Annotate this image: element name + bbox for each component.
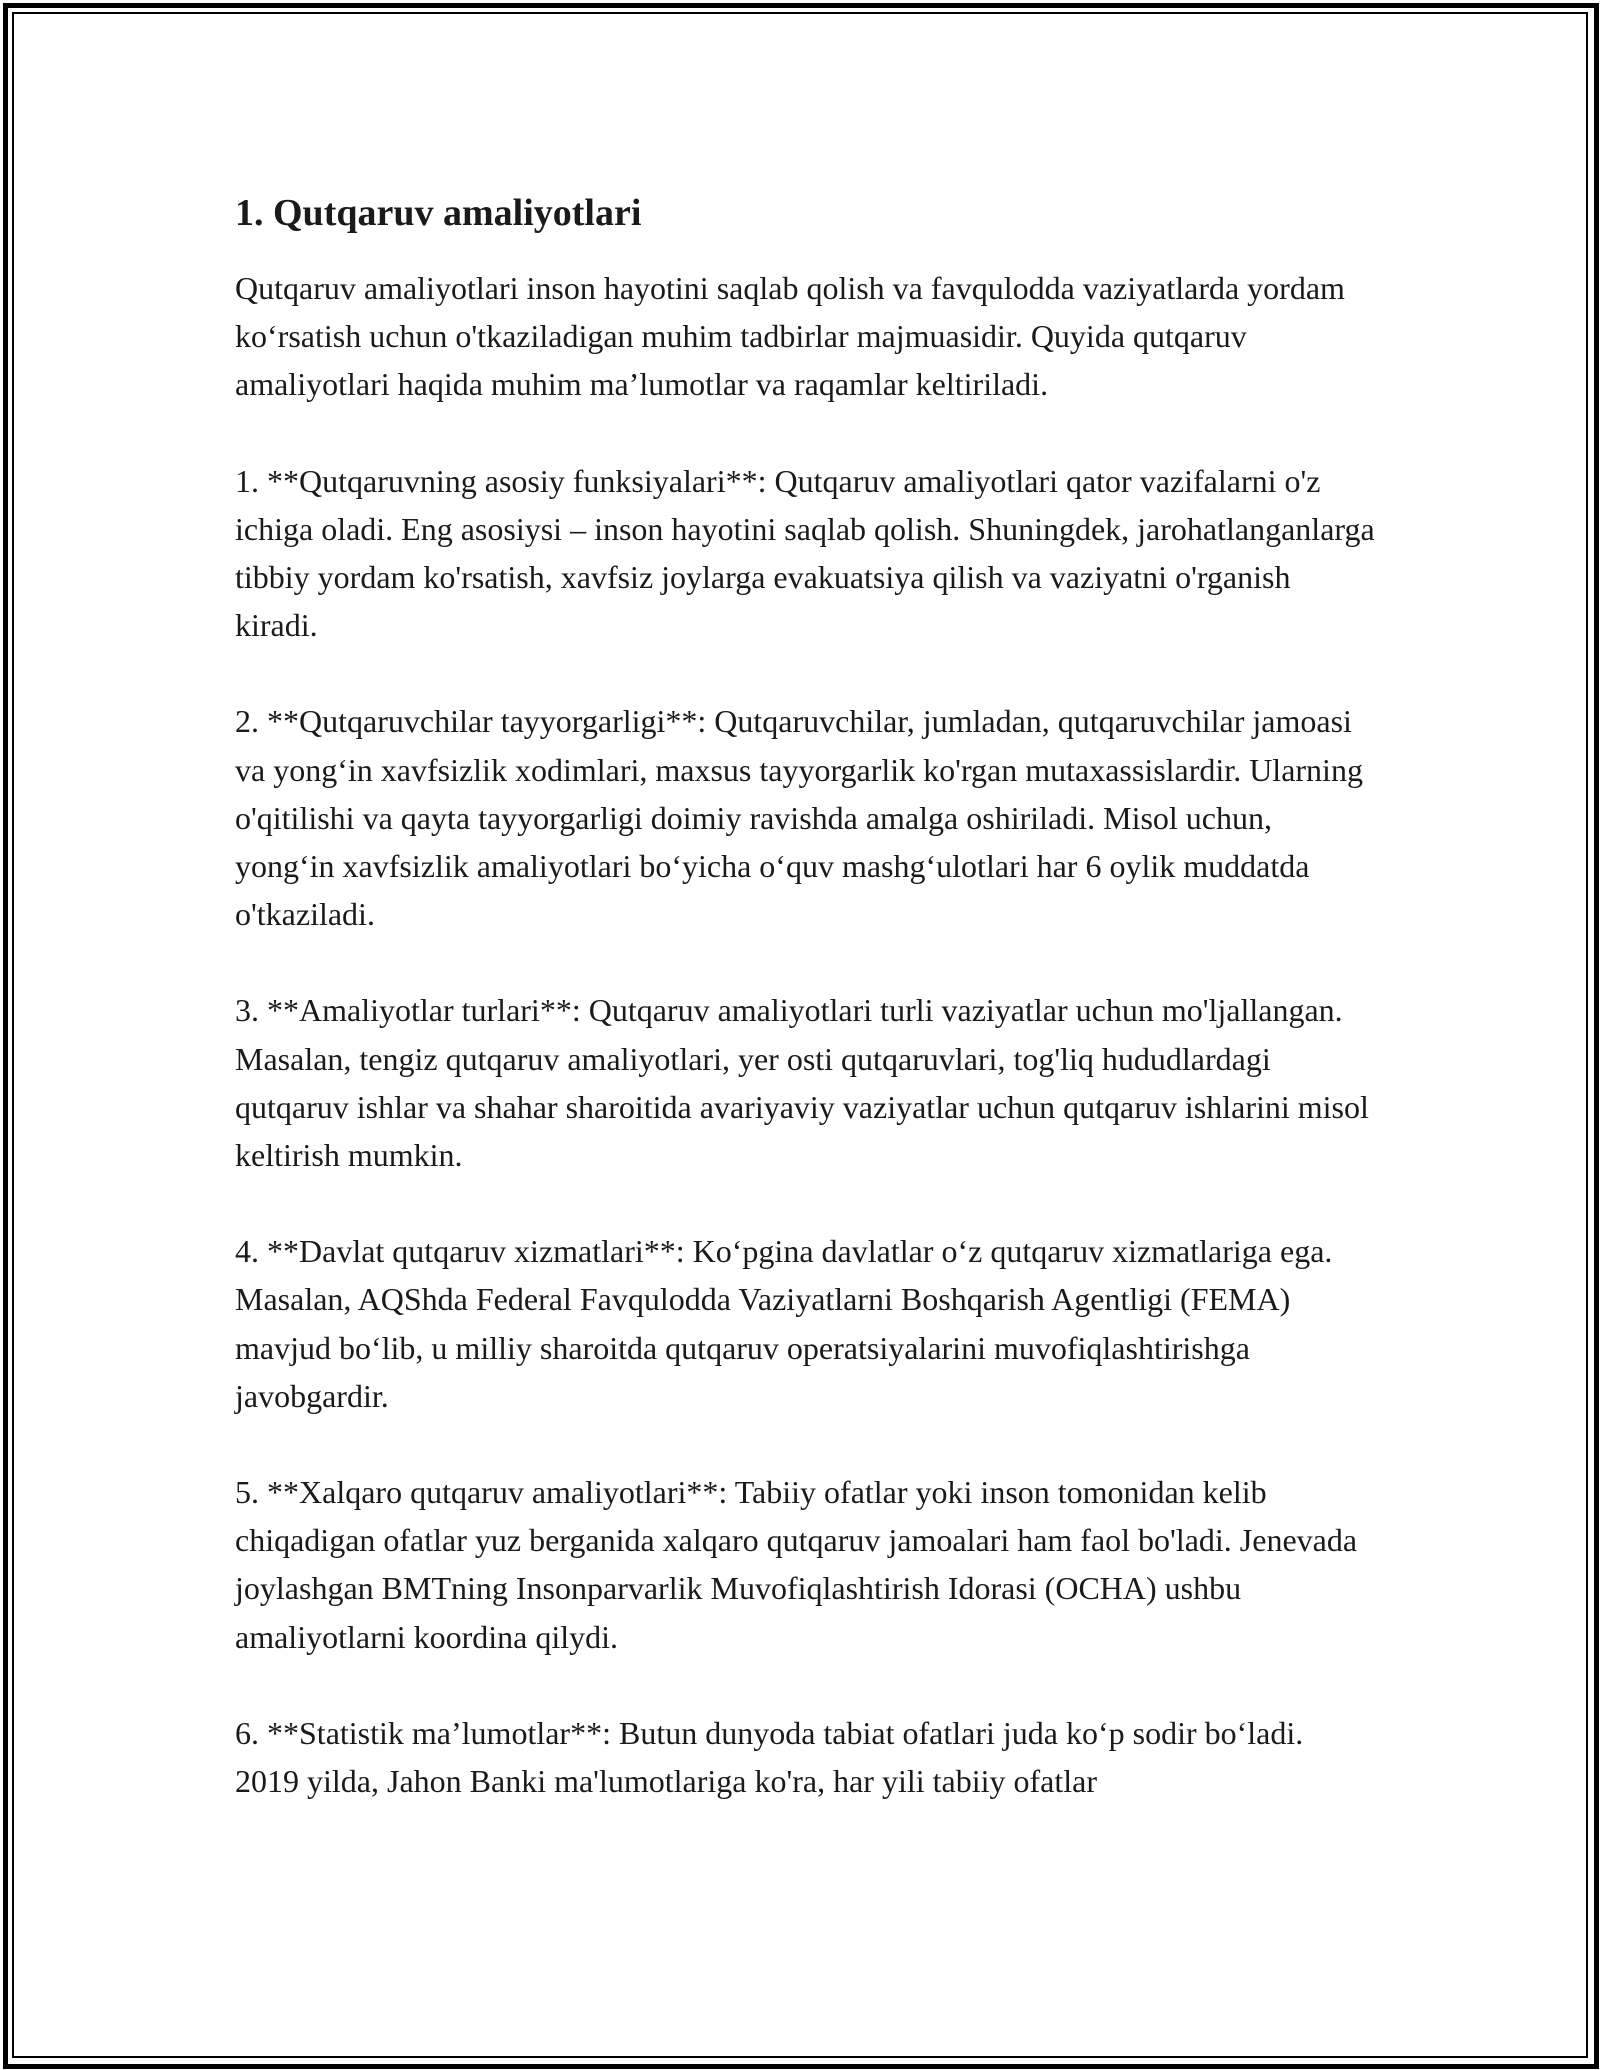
paragraph-statistics: 6. **Statistik ma’lumotlar**: Butun dunyoda tabiat ofatlari juda ko‘p sodir bo‘ladi. 2019 yilda, Jahon Banki ma'lumotlariga ko'ra, har yili tabiiy ofatlar — [235, 1714, 1304, 1800]
paragraph-state-services: 4. **Davlat qutqaruv xizmatlari**: Ko‘pgina davlatlar o‘z qutqaruv xizmatlariga ega. Masalan, AQShda Federal Favqulodda Vaziyatlarni Boshqarish Agentligi (FEMA) mavjud bo‘lib, u milliy sharoitda qutqaruv operatsiyalarini muvofiqlashtirishga javobgardir. — [235, 1233, 1333, 1414]
paragraph-training: 2. **Qutqaruvchilar tayyorgarligi**: Qutqaruvchilar, jumladan, qutqaruvchilar jamoasi va yong‘in xavfsizlik xodimlari, maxsus tayyorgarlik ko'rgan mutaxassislardir. Ularning o'qitilishi va qayta tayyorgarligi doimiy ravishda amalga oshiriladi. Misol uchun, yong‘in xavfsizlik amaliyotlari bo‘yicha o‘quv mashg‘ulotlari har 6 oylik muddatda o'tkaziladi. — [235, 703, 1363, 933]
paragraph-functions: 1. **Qutqaruvning asosiy funksiyalari**: Qutqaruv amaliyotlari qator vazifalarni o'z ichiga oladi. Eng asosiysi – inson hayotini saqlab qolish. Shuningdek, jarohatlanganlarga tibbiy yordam ko'rsatish, xavfsiz joylarga evakuatsiya qilish va vaziyatni o'rganish kiradi. — [235, 462, 1375, 644]
document-body — [235, 188, 1375, 1853]
section-heading: 1. Qutqaruv amaliyotlari — [235, 192, 642, 234]
paragraph-types: 3. **Amaliyotlar turlari**: Qutqaruv amaliyotlari turli vaziyatlar uchun mo'ljallangan. Masalan, tengiz qutqaruv amaliyotlari, yer osti qutqaruvlari, tog'liq hududlardagi qutqaruv ishlar va shahar sharoitida avariyaviy vaziyatlar uchun qutqaruv ishlarini misol keltirish mumkin. — [235, 992, 1369, 1174]
paragraph-international: 5. **Xalqaro qutqaruv amaliyotlari**: Tabiiy ofatlar yoki inson tomonidan kelib chiqadigan ofatlar yuz berganida xalqaro qutqaruv jamoalari ham faol bo'ladi. Jenevada joylashgan BMTning Insonparvarlik Muvofiqlashtirish Idorasi (OCHA) ushbu amaliyotlarni koordina qilydi. — [235, 1474, 1358, 1655]
intro-paragraph: Qutqaruv amaliyotlari inson hayotini saqlab qolish va favqulodda vaziyatlarda yordam ko‘rsatish uchun o'tkaziladigan muhim tadbirlar majmuasidir. Quyida qutqaruv amaliyotlari haqida muhim ma’lumotlar va raqamlar keltiriladi. — [235, 270, 1345, 403]
